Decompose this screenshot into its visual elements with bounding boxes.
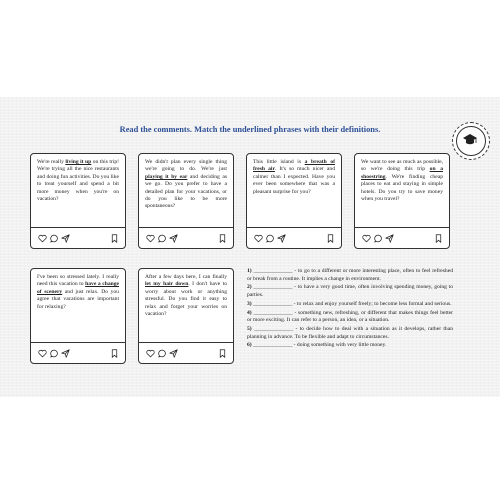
definition-number: 4) (247, 309, 252, 316)
definition-number: 6) (247, 342, 252, 349)
graduation-cap-icon (462, 132, 478, 148)
bookmark-icon[interactable] (218, 349, 227, 358)
underlined-phrase: a breath of fresh air (253, 159, 335, 173)
definition-text: - something new, refreshing, or different that makes things feel better or more exciting. It can refer to a person, an idea, or a situation. (247, 309, 453, 324)
answer-blank[interactable]: ______________ (253, 268, 293, 274)
card-action-bar (355, 227, 449, 250)
definitions-list (247, 268, 453, 351)
share-icon[interactable] (61, 349, 70, 358)
comment-card-6 (138, 268, 234, 364)
answer-blank[interactable]: ______________ (253, 342, 293, 349)
heart-icon[interactable] (146, 234, 155, 243)
bookmark-icon[interactable] (326, 234, 335, 243)
comment-text-before: After a few days here, I can finally (145, 274, 227, 280)
share-icon[interactable] (277, 234, 286, 243)
comment-card-4 (354, 153, 450, 249)
bookmark-icon[interactable] (218, 234, 227, 243)
instructions-heading: Read the comments. Match the underlined phrases with their definitions. (119, 125, 381, 134)
heart-icon[interactable] (146, 349, 155, 358)
comment-icon[interactable] (158, 349, 167, 358)
card-action-bar (247, 227, 341, 250)
definition-item (247, 301, 453, 309)
definition-text: - to have a very good time, often involving spending money, going to parties. (247, 284, 453, 299)
comment-card-2 (138, 153, 234, 249)
definition-text: - to decide how to deal with a situation as it develops, rather than planning in advance. To be flexible and adapt to circumstances. (247, 326, 453, 340)
comment-card-5 (30, 268, 126, 364)
comment-text-after: and just relax. Do you agree that vacations are important for relaxing? (37, 288, 119, 310)
comment-text-after: . I don't have to worry about work or anything stressful. Do you find it easy to relax and forget your worries on vacation? (145, 281, 227, 317)
comment-card-3 (246, 153, 342, 249)
underlined-phrase: on a shoestring (361, 166, 444, 180)
comment-text (37, 159, 119, 203)
comment-icon[interactable] (158, 234, 167, 243)
definition-item (247, 326, 453, 341)
definition-item (247, 284, 453, 299)
underlined-phrase: let my hair down (145, 281, 189, 288)
comment-text-before: We want to see as much as possible, so we're doing this trip (361, 159, 443, 173)
comment-text (145, 159, 227, 211)
comment-text-before: We're really (37, 159, 66, 165)
comment-text (361, 159, 443, 203)
heart-icon[interactable] (254, 234, 263, 243)
share-icon[interactable] (169, 234, 178, 243)
bookmark-icon[interactable] (434, 234, 443, 243)
heart-icon[interactable] (38, 349, 47, 358)
badge-stamp (452, 122, 490, 160)
card-action-bar (31, 342, 125, 365)
comment-text-after: and deciding as we go. Do you prefer to have a detailed plan for your vacations, or do you like to be more spontaneous? (145, 173, 227, 210)
bookmark-icon[interactable] (110, 234, 119, 243)
comment-text (253, 159, 335, 196)
comment-text-before: This little island is (253, 159, 305, 165)
underlined-phrase: playing it by ear (145, 173, 188, 180)
share-icon[interactable] (169, 349, 178, 358)
comment-text (37, 274, 119, 311)
definition-text: - to relax and enjoy yourself freely; to become less formal and serious. (292, 300, 452, 307)
definition-number: 1) (247, 268, 252, 274)
definition-number: 3) (247, 300, 252, 307)
comment-text-after: . We're finding cheap places to eat and staying in simple hotels. Do you try to save money when you travel? (361, 173, 443, 202)
heart-icon[interactable] (38, 234, 47, 243)
comment-card-1 (30, 153, 126, 249)
definition-item (247, 268, 453, 283)
comment-icon[interactable] (50, 234, 59, 243)
bookmark-icon[interactable] (110, 349, 119, 358)
share-icon[interactable] (61, 234, 70, 243)
comment-icon[interactable] (50, 349, 59, 358)
comment-text-before: I've been so stressed lately. I really need this vacation to (37, 274, 119, 288)
definition-item (247, 342, 453, 350)
definition-text: - doing something with very little money. (292, 342, 387, 349)
comment-text-after: . It's so much nicer and calmer than I expected. Have you ever been somewhere that was a pleasant surprise for you? (253, 166, 335, 195)
comment-icon[interactable] (266, 234, 275, 243)
heart-icon[interactable] (362, 234, 371, 243)
definition-item (247, 310, 453, 325)
card-action-bar (139, 342, 233, 365)
answer-blank[interactable]: ______________ (253, 309, 293, 316)
card-action-bar (31, 227, 125, 250)
comment-text-after: on this trip! We're trying all the nice restaurants and doing fun activities. Do you like to treat yourself and spend a bit more money when you're on vacation? (37, 159, 119, 202)
answer-blank[interactable]: ______________ (253, 300, 293, 307)
answer-blank[interactable]: ______________ (253, 284, 293, 291)
comment-icon[interactable] (374, 234, 383, 243)
share-icon[interactable] (385, 234, 394, 243)
definition-text: - to go to a different or more interesting place, often to feel refreshed or break from a routine. It implies a change in environment. (247, 268, 453, 282)
comment-text (145, 274, 227, 318)
underlined-phrase: have a change of scenery (37, 281, 119, 295)
underlined-phrase: living it up (65, 159, 92, 165)
definition-number: 5) (247, 326, 252, 333)
card-action-bar (139, 227, 233, 250)
answer-blank[interactable]: ______________ (253, 326, 294, 333)
definition-number: 2) (247, 284, 252, 291)
comment-text-before: We didn't plan every single thing we're going to do. We're just (145, 159, 227, 173)
